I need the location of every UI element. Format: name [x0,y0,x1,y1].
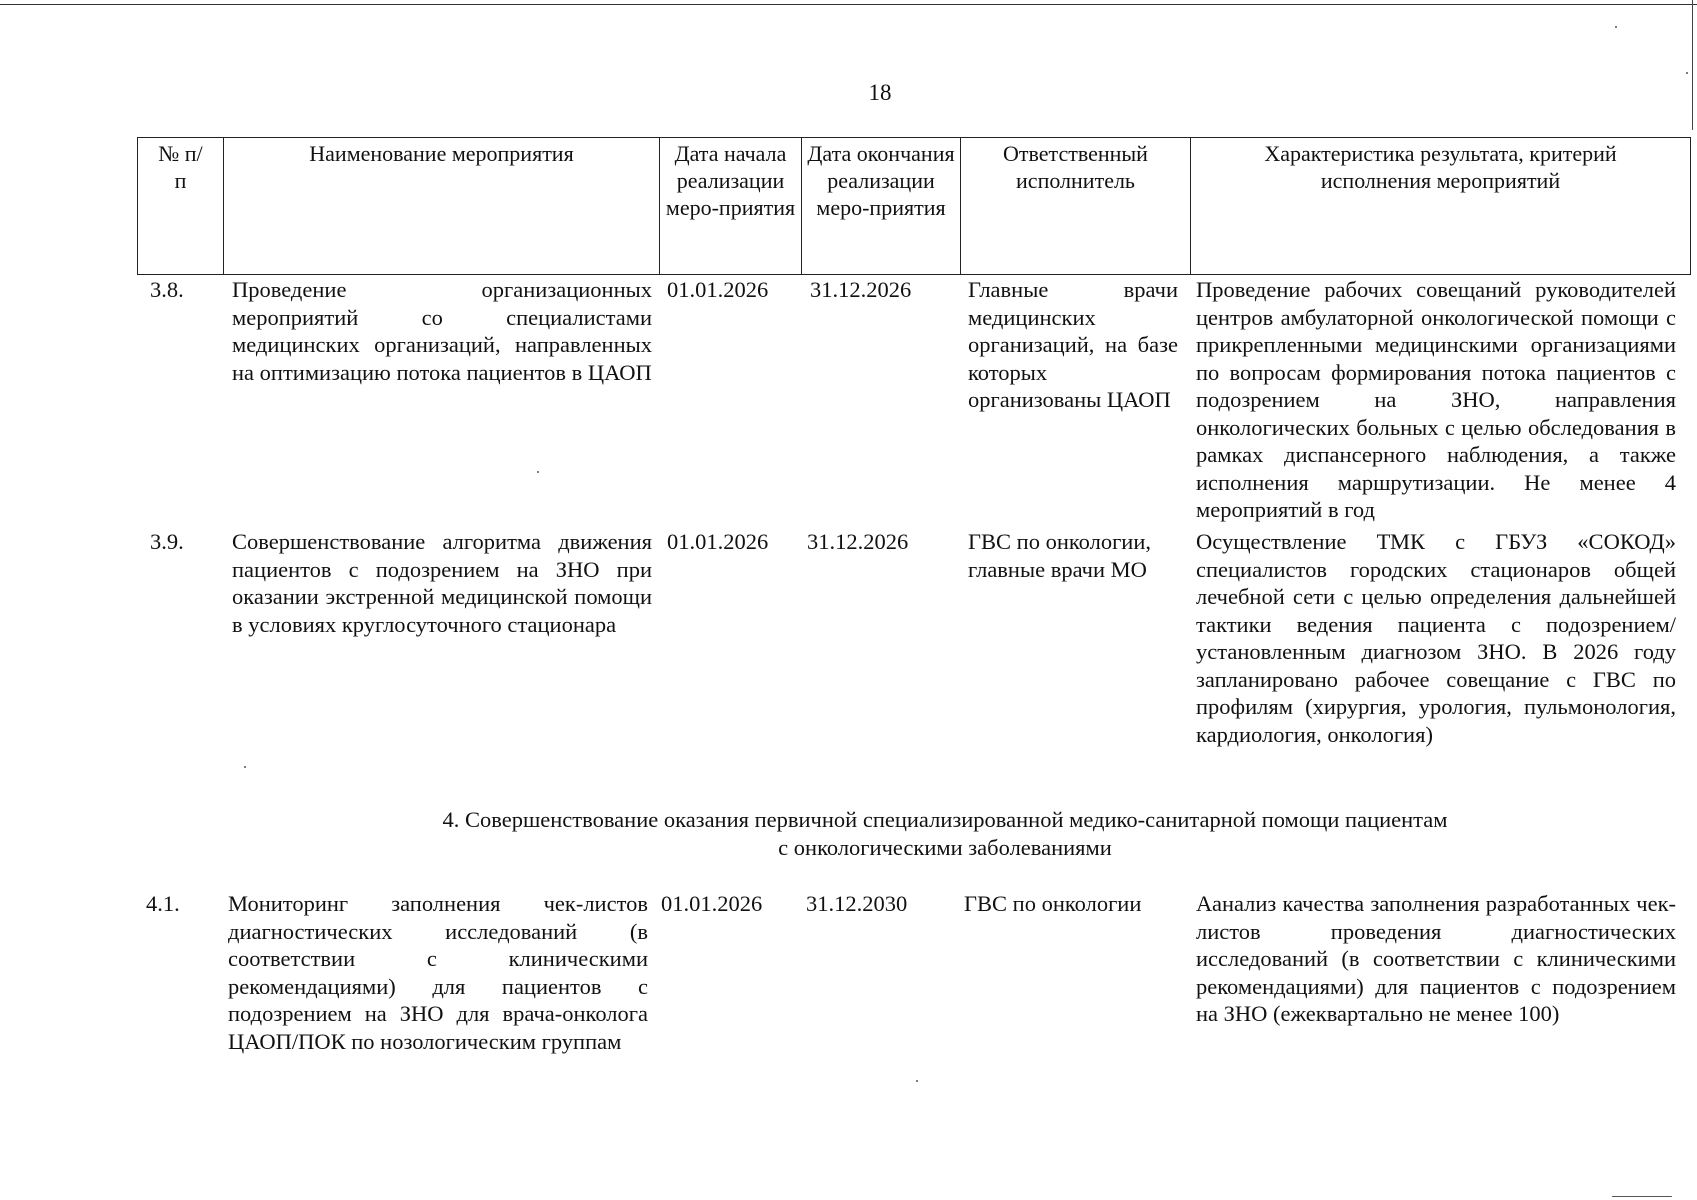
row-end-date: 31.12.2026 [810,277,912,302]
row-result: Проведение рабочих совещаний руководителей центров амбулаторной онкологической помощи с прикрепленными медицинскими организациями по вопросам формирования потока пациентов с подозрением на ЗНО, направления онкологических больных с целью обследования в рамках диспансерного наблюдения, а также исполнения маршрутизации. Не менее 4 мероприятий в год [1196,277,1676,522]
section-heading-line-1: 4. Совершенствование оказания первичной специализированной медико-санитарной помощи пациентам [442,807,1448,832]
row-name: Мониторинг заполнения чек-листов диагностических исследований (в соответствии с клиническими рекомендациями) для пациентов с подозрением на ЗНО для врача-онколога ЦАОП/ПОК по нозологическим группам [228,891,648,1054]
header-responsible: Ответственный исполнитель [961,138,1191,275]
row-responsible: ГВС по онкологии [964,891,1142,916]
section-heading-line-2: с онкологическими заболеваниями [778,835,1112,860]
header-start: Дата начала реализации меро-приятия [660,138,802,275]
row-start-date: 01.01.2026 [667,529,769,554]
scan-speck [537,471,539,473]
scan-speck [244,766,246,768]
row-end-date: 31.12.2030 [806,891,908,916]
row-start-date: 01.01.2026 [667,277,769,302]
row-number: 4.1. [146,891,180,916]
page-number: 18 [868,80,892,105]
row-start-date: 01.01.2026 [661,891,763,916]
scan-speck [1612,1196,1672,1197]
header-num: № п/п [138,138,224,275]
row-result: Осуществление ТМК с ГБУЗ «СОКОД» специалистов городских стационаров общей лечебной сети с целью определения дальнейшей тактики ведения пациента с подозрением/установленным диагнозом ЗНО. В 2026 году запланировано рабочее совещание с ГВС по профилям (хирургия, урология, пульмонология, кардиология, онкология) [1196,529,1676,747]
header-result: Характеристика результата, критерий исполнения мероприятий [1191,138,1691,275]
table-header [137,137,1691,275]
row-responsible: Главные врачи медицинских организаций, на базе которых организованы ЦАОП [968,277,1178,412]
row-name: Проведение организационных мероприятий со специалистами медицинских организаций, направленных на оптимизацию потока пациентов в ЦАОП [232,277,652,385]
right-border-line [1692,0,1693,130]
scan-speck [1686,72,1688,74]
header-end: Дата окончания реализации меро-приятия [802,138,961,275]
scan-speck [1615,26,1617,28]
row-number: 3.8. [150,277,184,302]
top-border-line [0,4,1697,5]
section-heading [220,806,1670,862]
row-responsible: ГВС по онкологии, главные врачи МО [968,529,1152,582]
row-name: Совершенствование алгоритма движения пациентов с подозрением на ЗНО при оказании экстренной медицинской помощи в условиях круглосуточного стационара [232,529,652,637]
row-number: 3.9. [150,529,184,554]
row-end-date: 31.12.2026 [807,529,909,554]
row-result: Аанализ качества заполнения разработанных чек-листов проведения диагностических исследований (в соответствии с клиническими рекомендациями) для пациентов с подозрением на ЗНО (ежеквартально не менее 100) [1196,891,1676,1026]
header-name: Наименование мероприятия [224,138,660,275]
scan-speck [916,1080,918,1082]
